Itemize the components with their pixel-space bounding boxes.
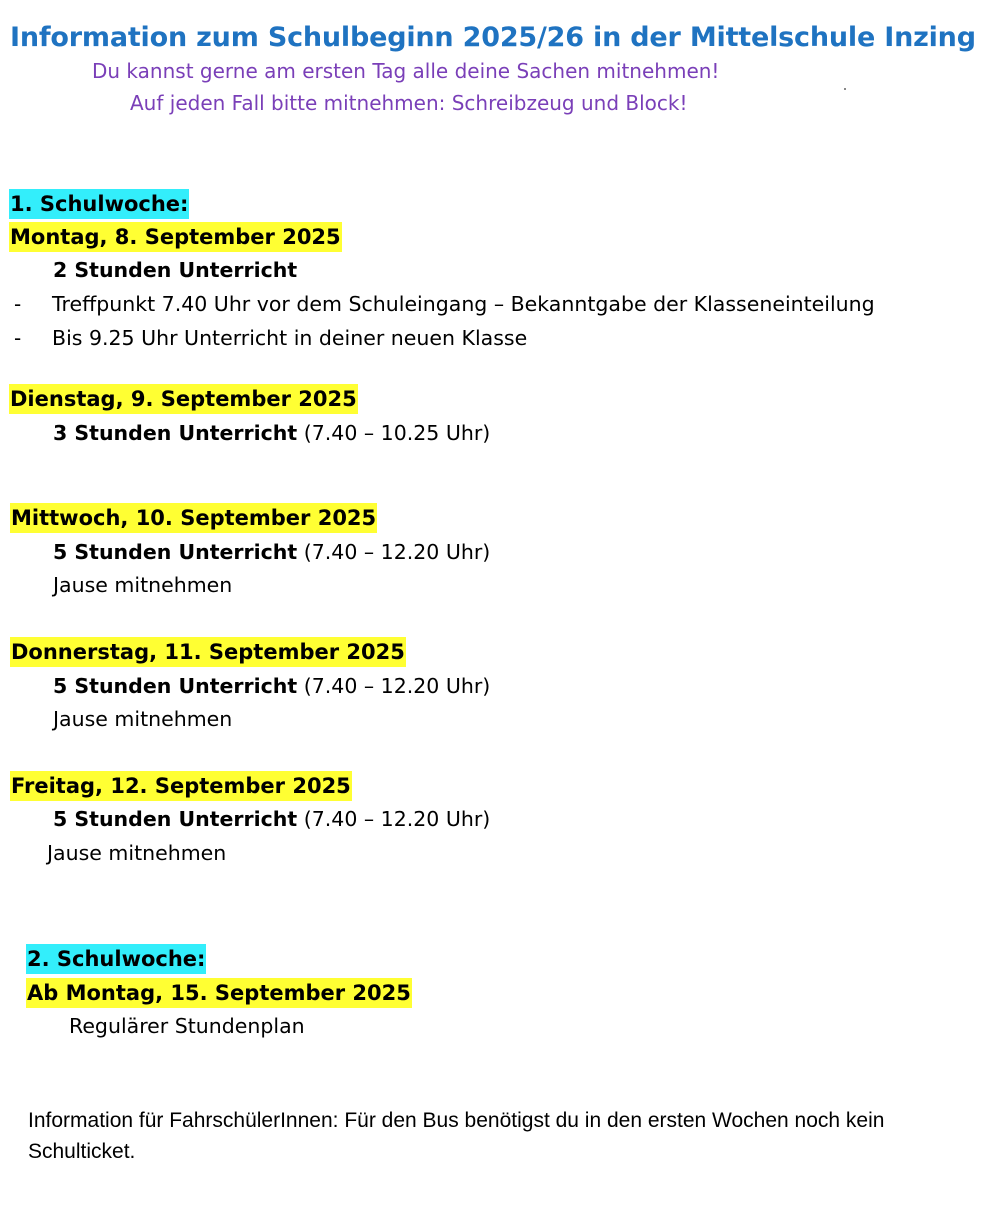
wednesday-time: (7.40 – 12.20 Uhr) <box>303 540 491 564</box>
friday-lessons-line <box>53 804 490 834</box>
week2-label: 2. Schulwoche: <box>26 944 206 974</box>
thursday-date: Donnerstag, 11. September 2025 <box>10 637 406 667</box>
friday-date: Freitag, 12. September 2025 <box>10 771 352 801</box>
subtitle-line-2: Auf jeden Fall bitte mitnehmen: Schreibzeug und Block! <box>130 91 688 115</box>
friday-note: Jause mitnehmen <box>47 841 227 865</box>
tuesday-time: (7.40 – 10.25 Uhr) <box>303 421 491 445</box>
bus-info: Information für FahrschülerInnen: Für den Bus benötigst du in den ersten Wochen noch kein Schulticket. <box>28 1109 885 1163</box>
tuesday-lessons-line <box>53 418 490 448</box>
bullet-marker: - <box>14 292 22 316</box>
wednesday-lessons-line <box>53 537 490 567</box>
monday-bullet-2: Bis 9.25 Uhr Unterricht in deiner neuen Klasse <box>52 326 528 350</box>
wednesday-lessons: 5 Stunden Unterricht <box>53 540 298 564</box>
thursday-time: (7.40 – 12.20 Uhr) <box>303 674 491 698</box>
thursday-note: Jause mitnehmen <box>53 707 233 731</box>
week2-note: Regulärer Stundenplan <box>69 1014 305 1038</box>
subtitle-line-1: Du kannst gerne am ersten Tag alle deine Sachen mitnehmen! <box>92 59 720 83</box>
week2-date: Ab Montag, 15. September 2025 <box>26 978 412 1008</box>
monday-lessons: 2 Stunden Unterricht <box>53 258 298 282</box>
wednesday-date: Mittwoch, 10. September 2025 <box>10 503 377 533</box>
stray-dot <box>844 88 846 90</box>
monday-bullet-1: Treffpunkt 7.40 Uhr vor dem Schuleingang – Bekanntgabe der Klasseneinteilung <box>52 292 875 316</box>
thursday-lessons-line <box>53 671 490 701</box>
page-title: Information zum Schulbeginn 2025/26 in der Mittelschule Inzing <box>10 22 976 53</box>
wednesday-note: Jause mitnehmen <box>53 573 233 597</box>
tuesday-lessons: 3 Stunden Unterricht <box>53 421 298 445</box>
thursday-lessons: 5 Stunden Unterricht <box>53 674 298 698</box>
friday-lessons: 5 Stunden Unterricht <box>53 807 298 831</box>
bullet-marker: - <box>14 326 22 350</box>
tuesday-date: Dienstag, 9. September 2025 <box>9 384 358 414</box>
friday-time: (7.40 – 12.20 Uhr) <box>303 807 491 831</box>
week1-label: 1. Schulwoche: <box>9 189 189 219</box>
monday-date: Montag, 8. September 2025 <box>9 222 342 252</box>
